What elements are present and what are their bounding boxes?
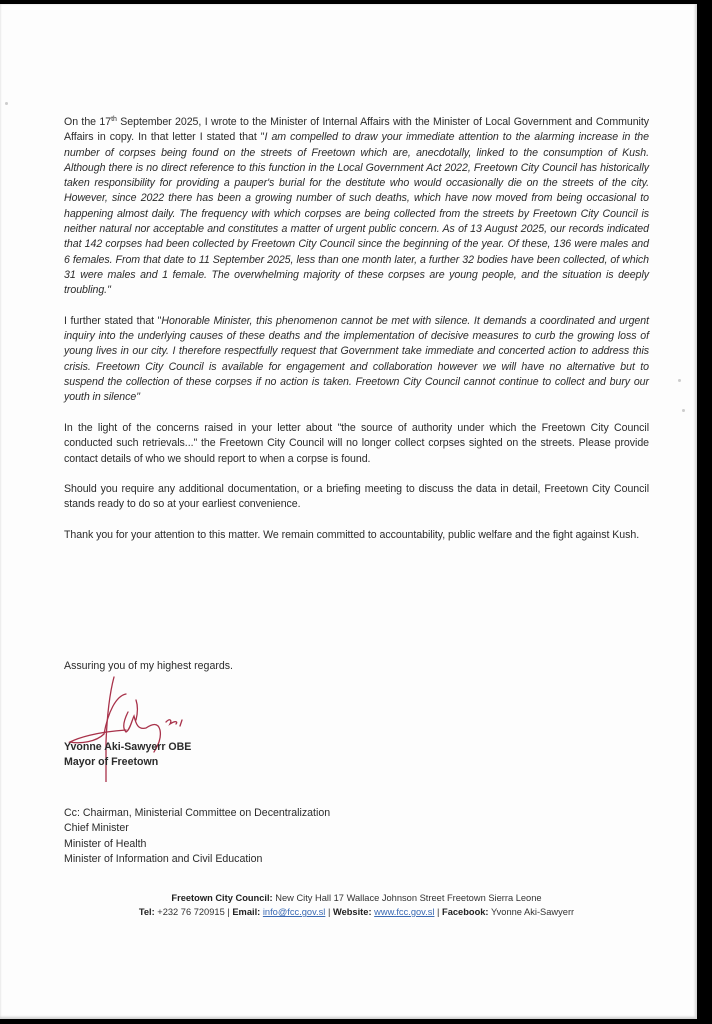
tel-label: Tel: [138, 907, 155, 917]
paragraph-3 [64, 421, 649, 467]
footer-org-label: Freetown City Council: [171, 893, 273, 903]
facebook-value: Yvonne Aki-Sawyerr [490, 907, 575, 917]
tel-value: +232 76 720915 [157, 907, 225, 917]
paragraph-text: September 2025, I wrote to the Minister of Internal Affairs with the Minister of Local Government and Community Affairs in copy. In that letter I stated that " [64, 116, 649, 144]
paragraph-1 [64, 115, 649, 299]
scan-speck [682, 409, 685, 412]
footer-address-line [64, 891, 649, 905]
letter-body [64, 115, 649, 559]
signatory-title: Mayor of Freetown [64, 756, 159, 769]
cc-item: Minister of Information and Civil Education [64, 852, 263, 865]
scan-speck [5, 102, 8, 105]
cc-list [64, 806, 330, 867]
facebook-label: Facebook: [442, 907, 489, 917]
email-label: Email: [232, 907, 261, 917]
paragraph-text: Should you require any additional documentation, or a briefing meeting to discuss the data in detail, Freetown City Council stands ready to do so at your earliest convenience. [64, 483, 649, 511]
paragraph-text: Thank you for your attention to this matter. We remain committed to accountability, public welfare and the fight against Kush. [64, 529, 640, 542]
separator: | [437, 907, 440, 917]
website-link[interactable]: www.fcc.gov.sl [374, 907, 435, 917]
paragraph-4 [64, 482, 649, 513]
ordinal-suffix: th [111, 116, 117, 123]
website-label: Website: [332, 907, 372, 917]
letterhead-footer [64, 891, 649, 919]
paragraph-text: On the 17 [64, 116, 112, 128]
letter-page [0, 4, 697, 1019]
paragraph-5 [64, 528, 649, 543]
cc-item: Minister of Health [64, 837, 147, 850]
scan-speck [678, 379, 681, 382]
paragraph-2 [64, 314, 649, 406]
cc-item: Chief Minister [64, 822, 129, 835]
quoted-text: Honorable Minister, this phenomenon cannot be met with silence. It demands a coordinated and urgent inquiry into the underlying causes of these deaths and the implementation of decisive measures to curb the growing loss of young lives in our city. I therefore respectfully request that Government take immediate and concerted action to address this crisis. Freetown City Council is available for engagement and collaboration however we will have no alternative but to suspend the collection of these corpses if no action is taken. Freetown City Council cannot continue to collect and bury our youth in silence" [64, 314, 649, 404]
footer-contact-line [64, 905, 649, 919]
cc-item: Cc: Chairman, Ministerial Committee on Decentralization [64, 807, 331, 819]
email-link[interactable]: info@fcc.gov.sl [262, 907, 326, 917]
paragraph-text: In the light of the concerns raised in your letter about "the source of authority under which the Freetown City Council conducted such retrievals..." the Freetown City Council will no longer collect corpses sighted on the streets. Please provide contact details of who we should report to when a corpse is found. [64, 421, 649, 465]
separator: | [327, 907, 331, 917]
signatory-name: Yvonne Aki-Sawyerr OBE [64, 741, 192, 753]
signatory-block [64, 740, 191, 771]
footer-address: New City Hall 17 Wallace Johnson Street Freetown Sierra Leone [275, 893, 542, 903]
closing-line: Assuring you of my highest regards. [64, 660, 233, 672]
quoted-text: I am compelled to draw your immediate attention to the alarming increase in the number of corpses being found on the streets of Freetown which are, anecdotally, linked to the consumption of Kush. Although there is no direct reference to this function in the Local Government Act 2022, Freetown City Council has historically taken responsibility for providing a pauper's burial for the destitute who would occasionally die on the streets of the city. However, since 2022 there has been a growing number of such deaths, which have now moved from being occasional to happening almost daily. The frequency with which corpses are being collected from the streets by Freetown City Council is neither natural nor acceptable and constitutes a matter of urgent public concern. As of 13 August 2025, our records indicated that 142 corpses had been collected by Freetown City Council since the beginning of the year. Of these, 136 were males and 6 females. From that date to 11 September 2025, less than one month later, a further 32 bodies have been collected, of which 31 were males and 1 female. The overwhelming majority of these corpses are young people, and the situation is deeply troubling." [64, 131, 649, 297]
paragraph-text: I further stated that " [64, 314, 162, 327]
separator: | [227, 907, 230, 917]
